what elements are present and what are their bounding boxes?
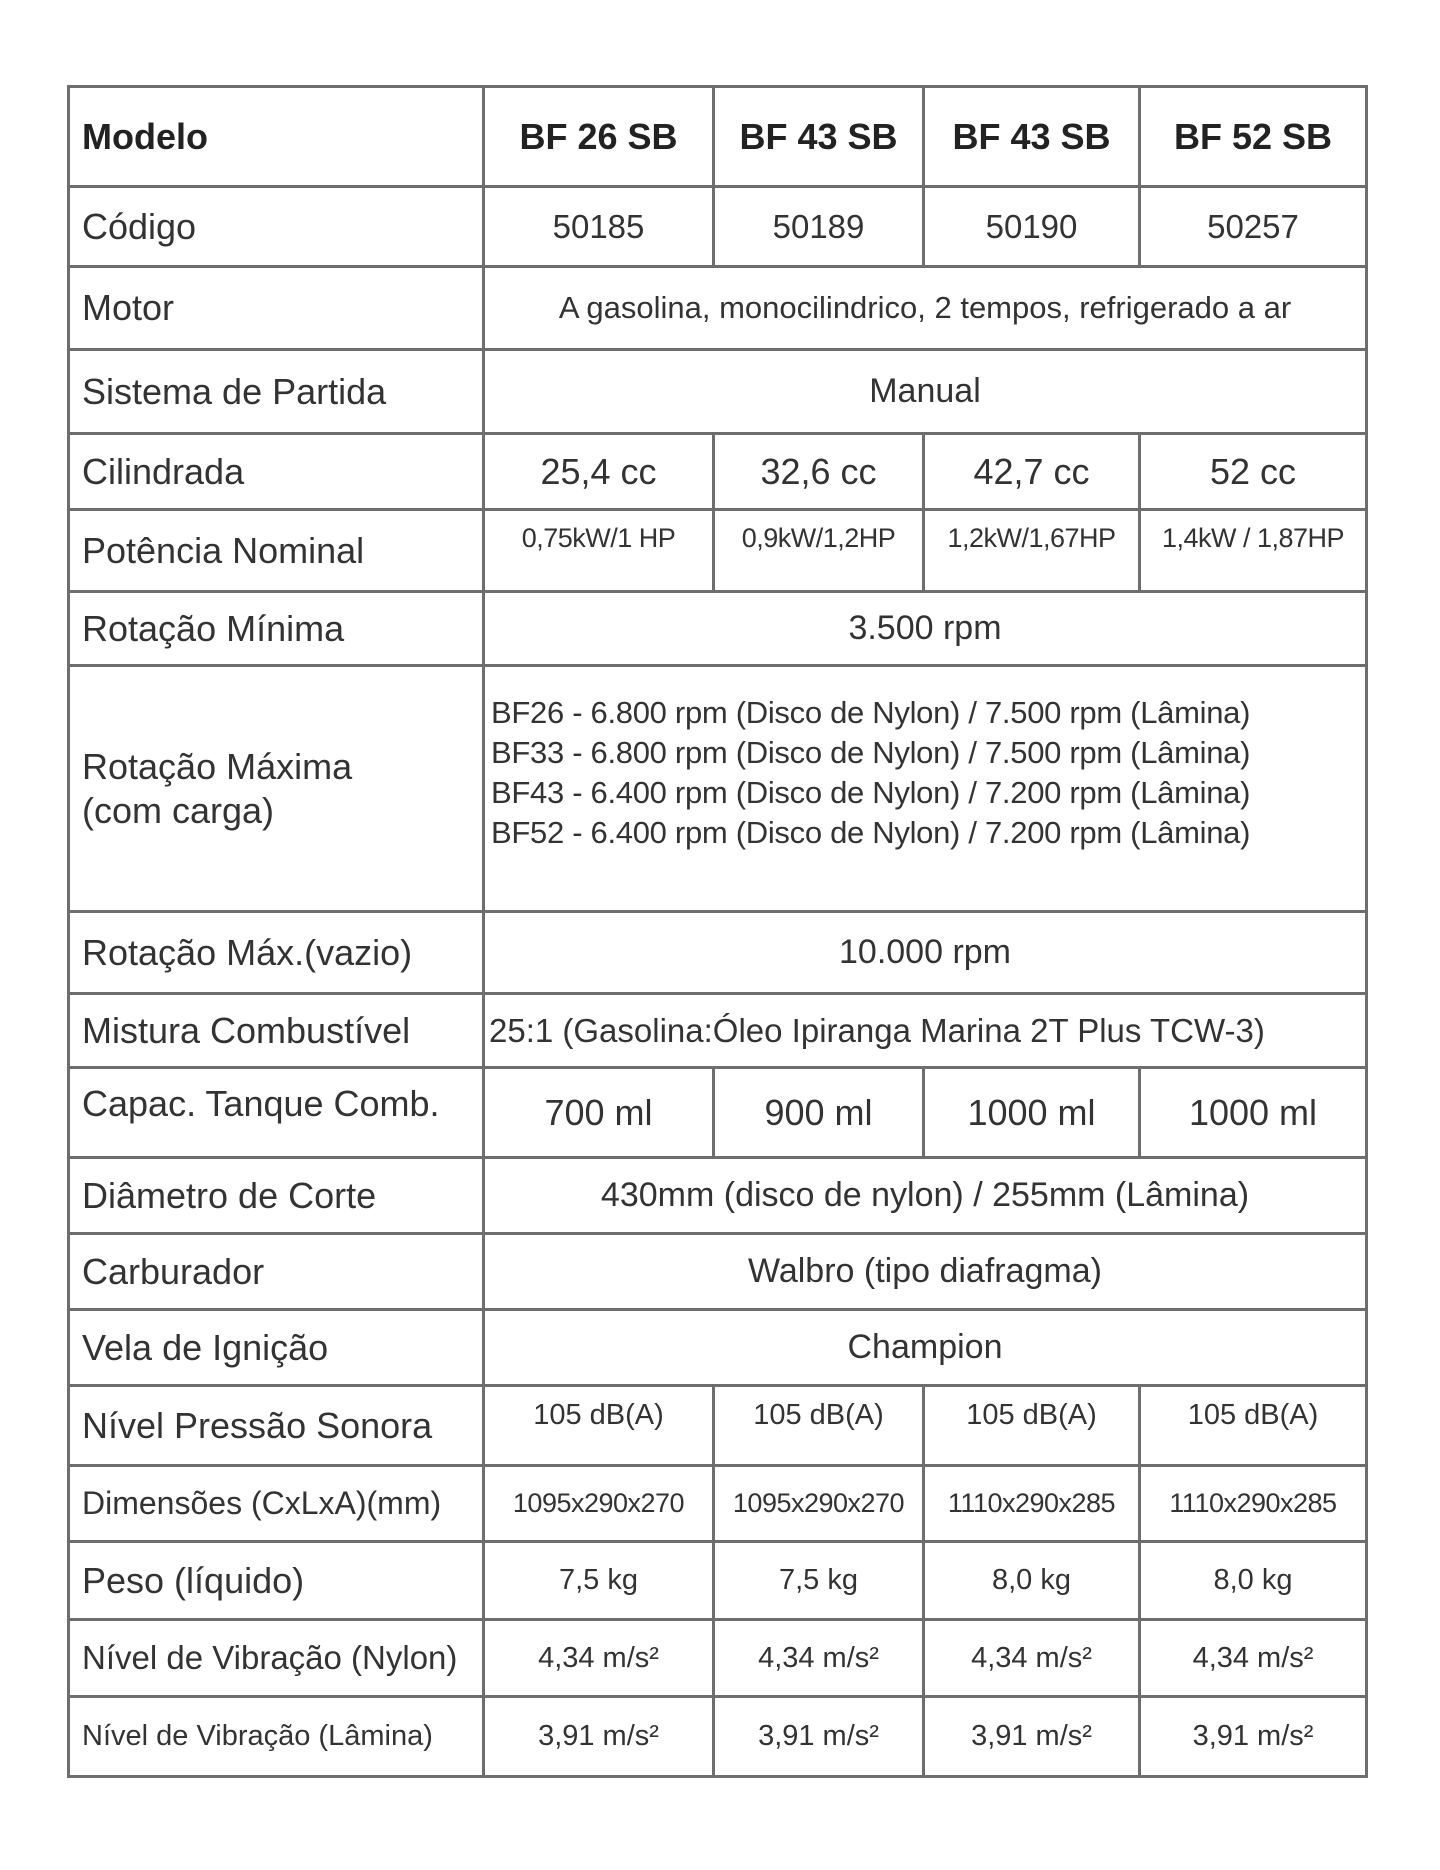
row-label: Vela de Ignição xyxy=(69,1310,484,1386)
cell-value: 42,7 cc xyxy=(924,434,1140,510)
cell-value: 52 cc xyxy=(1140,434,1367,510)
table-row xyxy=(69,1542,1367,1620)
row-label: Nível de Vibração (Lâmina) xyxy=(69,1697,484,1777)
table-row xyxy=(69,666,1367,912)
cell-value: 3,91 m/s² xyxy=(924,1697,1140,1777)
header-row xyxy=(69,87,1367,187)
cell-value: 1095x290x270 xyxy=(484,1466,714,1542)
model-name: BF 43 SB xyxy=(924,87,1140,187)
cell-value: 50257 xyxy=(1140,187,1367,267)
table-row xyxy=(69,592,1367,666)
row-label: Carburador xyxy=(69,1234,484,1310)
table-row xyxy=(69,1386,1367,1466)
cell-value: 1110x290x285 xyxy=(1140,1466,1367,1542)
specifications-table xyxy=(67,85,1368,1778)
table-row xyxy=(69,1068,1367,1158)
cell-value: 7,5 kg xyxy=(714,1542,924,1620)
row-label-line: (com carga) xyxy=(82,789,275,831)
model-name: BF 52 SB xyxy=(1140,87,1367,187)
table-row xyxy=(69,267,1367,350)
row-label: Motor xyxy=(69,267,484,350)
table-row xyxy=(69,434,1367,510)
row-label: Código xyxy=(69,187,484,267)
cell-value: Walbro (tipo diafragma) xyxy=(484,1234,1367,1310)
cell-value: 3,91 m/s² xyxy=(714,1697,924,1777)
cell-value: 7,5 kg xyxy=(484,1542,714,1620)
cell-value: 3,91 m/s² xyxy=(1140,1697,1367,1777)
table-row xyxy=(69,187,1367,267)
rpm-line: BF52 - 6.400 rpm (Disco de Nylon) / 7.200 rpm (Lâmina) xyxy=(491,815,1251,850)
table-row xyxy=(69,1697,1367,1777)
cell-value: 0,75kW/1 HP xyxy=(484,510,714,592)
table-row xyxy=(69,1158,1367,1234)
row-label: Diâmetro de Corte xyxy=(69,1158,484,1234)
cell-value: 25:1 (Gasolina:Óleo Ipiranga Marina 2T Plus TCW-3) xyxy=(484,994,1367,1068)
table-row xyxy=(69,510,1367,592)
cell-value: 105 dB(A) xyxy=(924,1386,1140,1466)
cell-value: 10.000 rpm xyxy=(484,912,1367,994)
cell-value: 430mm (disco de nylon) / 255mm (Lâmina) xyxy=(484,1158,1367,1234)
table-row xyxy=(69,1620,1367,1697)
row-label: Capac. Tanque Comb. xyxy=(69,1068,484,1158)
row-label: Mistura Combustível xyxy=(69,994,484,1068)
cell-value: Manual xyxy=(484,350,1367,434)
cell-value: 1,2kW/1,67HP xyxy=(924,510,1140,592)
row-label: Cilindrada xyxy=(69,434,484,510)
table-row xyxy=(69,1234,1367,1310)
table-row xyxy=(69,912,1367,994)
cell-value: 105 dB(A) xyxy=(714,1386,924,1466)
model-name: BF 26 SB xyxy=(484,87,714,187)
cell-value: 105 dB(A) xyxy=(484,1386,714,1466)
header-label: Modelo xyxy=(69,87,484,187)
rpm-line: BF26 - 6.800 rpm (Disco de Nylon) / 7.500 rpm (Lâmina) xyxy=(491,695,1251,730)
cell-value: 8,0 kg xyxy=(1140,1542,1367,1620)
row-label xyxy=(69,666,484,912)
cell-value: 8,0 kg xyxy=(924,1542,1140,1620)
table-row xyxy=(69,350,1367,434)
table-row xyxy=(69,994,1367,1068)
cell-value xyxy=(484,666,1367,912)
cell-value: 0,9kW/1,2HP xyxy=(714,510,924,592)
cell-value: 50190 xyxy=(924,187,1140,267)
cell-value: 4,34 m/s² xyxy=(484,1620,714,1697)
table-row xyxy=(69,1310,1367,1386)
row-label: Rotação Mínima xyxy=(69,592,484,666)
cell-value: 4,34 m/s² xyxy=(924,1620,1140,1697)
cell-value: 4,34 m/s² xyxy=(1140,1620,1367,1697)
cell-value: 900 ml xyxy=(714,1068,924,1158)
row-label: Sistema de Partida xyxy=(69,350,484,434)
cell-value: 25,4 cc xyxy=(484,434,714,510)
cell-value: 1000 ml xyxy=(1140,1068,1367,1158)
row-label: Nível Pressão Sonora xyxy=(69,1386,484,1466)
cell-value: 32,6 cc xyxy=(714,434,924,510)
row-label-line: Rotação Máxima xyxy=(82,745,353,787)
row-label: Potência Nominal xyxy=(69,510,484,592)
cell-value: 1,4kW / 1,87HP xyxy=(1140,510,1367,592)
table-row xyxy=(69,1466,1367,1542)
rpm-line: BF43 - 6.400 rpm (Disco de Nylon) / 7.200 rpm (Lâmina) xyxy=(491,775,1251,810)
cell-value: 50189 xyxy=(714,187,924,267)
row-label: Peso (líquido) xyxy=(69,1542,484,1620)
cell-value: 4,34 m/s² xyxy=(714,1620,924,1697)
cell-value: Champion xyxy=(484,1310,1367,1386)
cell-value: 1095x290x270 xyxy=(714,1466,924,1542)
cell-value: 3,91 m/s² xyxy=(484,1697,714,1777)
cell-value: 50185 xyxy=(484,187,714,267)
cell-value: 3.500 rpm xyxy=(484,592,1367,666)
cell-value: 1000 ml xyxy=(924,1068,1140,1158)
row-label: Rotação Máx.(vazio) xyxy=(69,912,484,994)
cell-value: 1110x290x285 xyxy=(924,1466,1140,1542)
cell-value: 105 dB(A) xyxy=(1140,1386,1367,1466)
cell-value: A gasolina, monocilindrico, 2 tempos, refrigerado a ar xyxy=(484,267,1367,350)
model-name: BF 43 SB xyxy=(714,87,924,187)
row-label: Nível de Vibração (Nylon) xyxy=(69,1620,484,1697)
rpm-line: BF33 - 6.800 rpm (Disco de Nylon) / 7.500 rpm (Lâmina) xyxy=(491,735,1251,770)
row-label: Dimensões (CxLxA)(mm) xyxy=(69,1466,484,1542)
cell-value: 700 ml xyxy=(484,1068,714,1158)
